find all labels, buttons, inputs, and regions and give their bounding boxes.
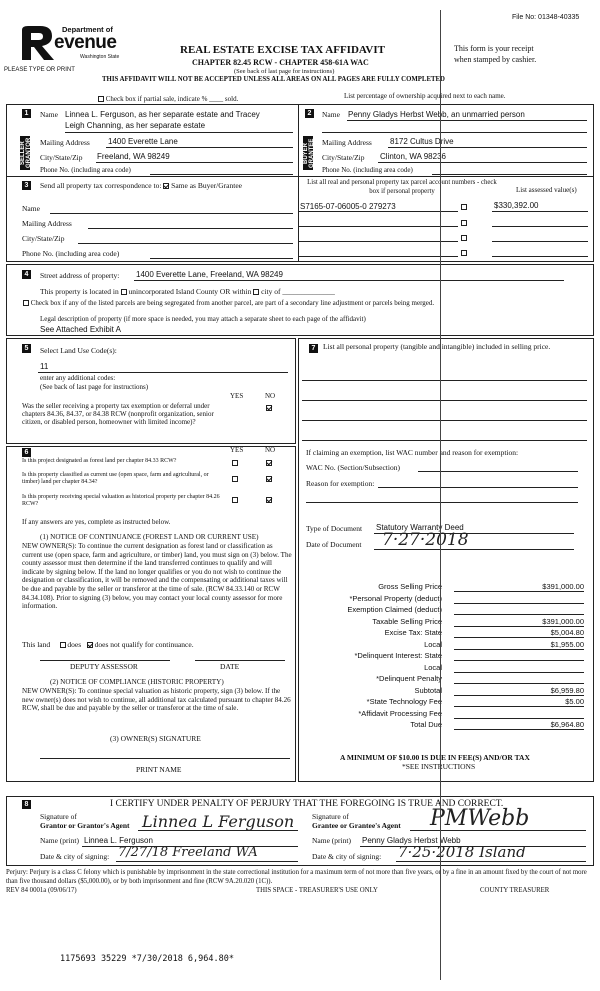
print-name-label: PRINT NAME	[136, 765, 182, 774]
tax-row-label: Excise Tax: State	[384, 628, 442, 637]
grantor-name-label: Name (print)	[40, 836, 79, 845]
deputy-assessor-label: DEPUTY ASSESSOR	[70, 662, 138, 671]
forest-no-checkbox[interactable]	[266, 460, 272, 466]
located-in: This property is located in unincorporated Island County OR within city of ______________	[40, 287, 335, 296]
exemption-question: Was the seller receiving a property tax exemption or deferral under chapters 84.36, 84.37, or 84.38 RCW (nonprofit organization, senior citizen, or disabled person, homeowner with limited income)?	[22, 402, 214, 427]
perjury-notice: Perjury: Perjury is a class C felony which is punishable by imprisonment in the state correctional institution for a maximum term of not more than five years, or by a fine in an amount fixed by the court of not more than five thousand dollars ($5,000.00), or by both imprisonment and fine (RCW 9A.20.020 (1C)).	[6, 869, 587, 885]
grantee-date-label: Date & city of signing:	[312, 852, 382, 861]
parcel-list-header: List all real and personal property tax parcel account numbers - check box if personal property	[307, 179, 497, 195]
does-label: does	[67, 640, 82, 649]
tax-row	[300, 594, 590, 605]
sold-label: sold.	[224, 95, 239, 103]
personal-property-checkbox-1[interactable]	[461, 204, 467, 210]
tax-row-label: Local	[424, 639, 442, 649]
current-use-yes-checkbox[interactable]	[232, 476, 238, 482]
doc-type-label: Type of Document	[306, 524, 363, 533]
if-yes-note: If any answers are yes, complete as instructed below.	[22, 518, 171, 526]
segregation-checkbox[interactable]	[23, 300, 29, 306]
tax-row-value[interactable]: $391,000.00	[454, 617, 584, 627]
forest-yes-checkbox[interactable]	[232, 460, 238, 466]
tax-row-label: Subtotal	[414, 685, 442, 695]
s2-mail-label: Mailing Address	[322, 138, 372, 147]
parcel-number[interactable]: S7165-07-06005-0 279273	[300, 202, 396, 211]
buyer-city-state-zip[interactable]: Clinton, WA 98236	[380, 152, 446, 161]
located-label: This property is located in	[40, 287, 119, 296]
see-instructions: *SEE INSTRUCTIONS	[402, 762, 476, 771]
document-date[interactable]: 7·27·2018	[382, 530, 469, 550]
historic-question: Is this property receiving special valuation as historical property per chapter 84.26 RCW?	[22, 494, 220, 507]
qualify-label: qualify for continuance.	[121, 640, 194, 649]
tax-row-value[interactable]: $5,004.80	[454, 628, 584, 638]
historic-yes-checkbox[interactable]	[232, 497, 238, 503]
s3-city-label: City/State/Zip	[22, 234, 65, 243]
tax-row	[300, 605, 590, 616]
personal-property-checkbox-2[interactable]	[461, 220, 467, 226]
receipt-line1: This form is your receipt	[454, 44, 534, 53]
tax-row-label: *Delinquent Interest: State	[354, 651, 442, 660]
buyer-mailing-address[interactable]: 8172 Cultus Drive	[390, 137, 454, 146]
wac-question: If claiming an exemption, list WAC number and reason for exemption:	[306, 448, 519, 457]
s1-name-label: Name	[40, 110, 58, 119]
grantee-sig-label2: Grantee or Grantee's Agent	[312, 821, 401, 830]
seller-grantor-tab: SELLER GRANTOR	[20, 137, 32, 169]
document-type[interactable]: Statutory Warranty Deed	[376, 523, 464, 532]
tax-row-value[interactable]: $391,000.00	[454, 582, 584, 592]
tax-row	[300, 709, 590, 720]
notice2-text: NEW OWNER(S): To continue special valuation as historic property, sign (3) below. If the new owner(s) does not wish to continue, all additional tax calculated pursuant to chapter 84.26 RCW, shall be due and payable by the seller or transferor at the time of sale.	[22, 687, 291, 713]
city-of-label: city of	[261, 287, 281, 296]
tax-row-label: *Affidavit Processing Fee	[358, 708, 442, 718]
minimum-fee: A MINIMUM OF $10.00 IS DUE IN FEE(S) AND/OR TAX	[340, 753, 530, 762]
logo-state: Washington State	[80, 54, 120, 60]
personal-property-label: List all personal property (tangible and intangible) included in selling price.	[323, 342, 551, 351]
continuance	[22, 640, 194, 649]
tax-row-value[interactable]: $5.00	[454, 697, 584, 707]
buyer-grantee-tab: BUYER GRANTEE	[303, 136, 313, 170]
city-of-checkbox[interactable]	[253, 289, 259, 295]
s5-yes-header: YES	[230, 392, 244, 400]
tax-row	[300, 697, 590, 708]
s1-phone-label: Phone No. (including area code)	[40, 166, 131, 174]
does-checkbox[interactable]	[60, 642, 66, 648]
tax-row-value[interactable]	[454, 594, 584, 604]
partial-label: Check box if partial sale, indicate %	[105, 95, 208, 103]
buyer-name[interactable]: Penny Gladys Herbst Webb, an unmarried person	[348, 110, 525, 119]
grantee-print-name[interactable]: Penny Gladys Herbst Webb	[362, 836, 461, 845]
segregation	[23, 299, 434, 307]
tax-row-value[interactable]: $6,959.80	[454, 686, 584, 696]
tax-row	[300, 663, 590, 674]
s2-city-label: City/State/Zip	[322, 153, 365, 162]
assessed-value[interactable]: $330,392.00	[494, 201, 539, 210]
tax-row-label: *Delinquent Penalty	[376, 674, 442, 683]
current-use-no-checkbox[interactable]	[266, 476, 272, 482]
tax-row-label: Total Due	[410, 720, 442, 729]
see-back: (See back of last page for instructions)	[234, 68, 335, 75]
seller-name-line1[interactable]: Linnea L. Ferguson, as her separate estate and Tracey	[65, 110, 260, 119]
s2-name-label: Name	[322, 110, 340, 119]
segregation-label: Check box if any of the listed parcels are being segregated from another parcel, are part of a secondary line adjustment or parcels being merged.	[30, 299, 435, 307]
tax-row	[300, 674, 590, 685]
personal-property-checkbox-3[interactable]	[461, 235, 467, 241]
s3-name-label: Name	[22, 204, 40, 213]
tax-row-label: *State Technology Fee	[366, 697, 442, 706]
does-not-checkbox[interactable]	[87, 642, 93, 648]
logo-dept: Department of	[62, 25, 113, 34]
tax-row-value[interactable]	[454, 663, 584, 673]
tax-row-value[interactable]: $6,964.80	[454, 720, 584, 730]
grantor-signature[interactable]: Linnea L Ferguson	[142, 812, 295, 831]
grantee-name-label: Name (print)	[312, 836, 351, 845]
rev-number: REV 84 0001a (09/06/17)	[6, 887, 77, 894]
partial-sale: Check box if partial sale, indicate % ____ sold.	[98, 95, 238, 103]
wac-label: WAC No. (Section/Subsection)	[306, 463, 400, 472]
tax-row	[300, 640, 590, 651]
tax-row-label: Gross Selling Price	[378, 582, 442, 591]
tax-row	[300, 617, 590, 628]
partial-checkbox[interactable]	[98, 96, 104, 102]
ownership-note: List percentage of ownership acquired next to each name.	[344, 92, 506, 100]
grantor-print-name[interactable]: Linnea L. Ferguson	[84, 836, 153, 845]
tax-row	[300, 686, 590, 697]
grantor-date-label: Date & city of signing:	[40, 852, 110, 861]
tax-row-label: Exemption Claimed (deduct)	[347, 605, 442, 614]
s5-no-header: NO	[265, 392, 276, 400]
tax-row-value[interactable]	[454, 651, 584, 661]
owner-signature-label: (3) OWNER(S) SIGNATURE	[110, 734, 201, 743]
tax-row-value[interactable]	[454, 709, 584, 719]
land-use-instructions: (See back of last page for instructions)	[40, 383, 149, 391]
assessor-date-label: DATE	[220, 662, 240, 671]
treasurer-space: THIS SPACE - TREASURER'S USE ONLY	[256, 887, 378, 894]
exemption-no-checkbox[interactable]	[266, 405, 272, 411]
s3-send-label: Send all property tax correspondence to:	[40, 181, 162, 190]
form-title: REAL ESTATE EXCISE TAX AFFIDAVIT	[180, 44, 385, 56]
tax-row	[300, 582, 590, 593]
unincorp-label: unincorporated Island County OR within	[128, 287, 252, 296]
logo-word: evenue	[54, 32, 117, 53]
warning: THIS AFFIDAVIT WILL NOT BE ACCEPTED UNLESS ALL AREAS ON ALL PAGES ARE FULLY COMPLETED	[102, 76, 445, 83]
forest-land-question: Is this project designated as forest land per chapter 84.33 RCW?	[22, 458, 177, 464]
historic-no-checkbox[interactable]	[266, 497, 272, 503]
doc-date-label: Date of Document	[306, 540, 362, 549]
please-type: PLEASE TYPE OR PRINT	[4, 67, 75, 73]
s3-mail-label: Mailing Address	[22, 219, 72, 228]
revenue-logo-icon	[18, 24, 58, 62]
street-address-label: Street address of property:	[40, 271, 120, 280]
s1-mail-label: Mailing Address	[40, 138, 90, 147]
unincorporated-checkbox[interactable]	[121, 289, 127, 295]
grantee-signature[interactable]: PMWebb	[430, 806, 530, 831]
cashier-stamp: 1175693 35229 *7/30/2018 6,964.80*	[60, 954, 234, 964]
revenue-logo	[18, 24, 128, 64]
tax-row	[300, 628, 590, 639]
certify-statement: I CERTIFY UNDER PENALTY OF PERJURY THAT THE FOREGOING IS TRUE AND CORRECT.	[110, 799, 504, 809]
tax-row-label: Taxable Selling Price	[372, 616, 442, 626]
land-use-label: Select Land Use Code(s):	[40, 346, 117, 355]
same-as-buyer-checkbox[interactable]	[163, 183, 169, 189]
seller-city-state-zip[interactable]: Freeland, WA 98249	[97, 152, 170, 161]
county-treasurer: COUNTY TREASURER	[480, 887, 550, 894]
s3-phone-label: Phone No. (including area code)	[22, 249, 120, 258]
tax-row-label: *Personal Property (deduct)	[349, 593, 442, 603]
reason-label: Reason for exemption:	[306, 479, 375, 488]
grantor-sig-label1: Signature of	[40, 812, 77, 821]
personal-property-checkbox-4[interactable]	[461, 250, 467, 256]
grantee-date-city[interactable]: 7·25·2018 Island	[398, 843, 526, 861]
current-use-question: Is this property classified as current use (open space, farm and agricultural, or timber) land per chapter 84.34?	[22, 472, 209, 485]
grantor-sig-label2: Grantor or Grantor's Agent	[40, 821, 130, 830]
tax-row	[300, 720, 590, 731]
tax-row	[300, 651, 590, 662]
s6-yes-header: YES	[230, 446, 244, 454]
legal-description[interactable]: See Attached Exhibit A	[40, 325, 121, 334]
property-street-address[interactable]: 1400 Everette Lane, Freeland, WA 98249	[136, 270, 283, 279]
notice1-title: (1) NOTICE OF CONTINUANCE (FOREST LAND OR CURRENT USE)	[40, 533, 259, 541]
legal-desc-label: Legal description of property (if more space is needed, you may attach a separate sheet to each page of the affidavit)	[40, 315, 366, 323]
additional-codes-label: enter any additional codes:	[40, 374, 116, 382]
tax-row-label: Local	[424, 662, 442, 672]
s3-send	[40, 181, 242, 190]
grantee-sig-label1: Signature of	[312, 812, 349, 821]
land-use-code[interactable]: 11	[40, 362, 49, 371]
assessed-value-header: List assessed value(s)	[516, 186, 577, 194]
notice2-title: (2) NOTICE OF COMPLIANCE (HISTORIC PROPERTY)	[50, 678, 224, 686]
s6-no-header: NO	[265, 446, 276, 454]
tax-row-value[interactable]: $1,955.00	[454, 640, 584, 650]
s1-city-label: City/State/Zip	[40, 153, 83, 162]
tax-row-value[interactable]	[454, 605, 584, 615]
seller-name-line2[interactable]: Leigh Channing, as her separate estate	[65, 121, 206, 130]
does-not-label: does not	[94, 640, 120, 649]
s3-same-label: Same as Buyer/Grantee	[171, 181, 242, 190]
tax-row-value[interactable]	[454, 674, 584, 684]
land-label: This land	[22, 640, 51, 649]
file-number: File No: 01348-40335	[512, 14, 580, 21]
s2-phone-label: Phone No. (including area code)	[322, 166, 413, 174]
receipt-line2: when stamped by cashier.	[454, 55, 537, 64]
grantor-date-city[interactable]: 7/27/18 Freeland WA	[118, 845, 258, 860]
seller-mailing-address[interactable]: 1400 Everette Lane	[108, 137, 178, 146]
notice1-text: NEW OWNER(S): To continue the current designation as forest land or classification as current use (open space, farm and agriculture, or timber) land, you must sign on (3) below. The county assessor must then determine if the land transferred continues to qualify and will indicate by signing below. If the land no longer qualifies or you do not wish to continue the designation or classification, it will be removed and the compensating or additional taxes will be due and payable by the seller or transferor at the time of sale. (RCW 84.33.140 or RCW 84.34.108). Prior to signing (3) below, you may contact your local county assessor for more information.	[22, 542, 292, 611]
form-chapter: CHAPTER 82.45 RCW - CHAPTER 458-61A WAC	[192, 58, 369, 67]
